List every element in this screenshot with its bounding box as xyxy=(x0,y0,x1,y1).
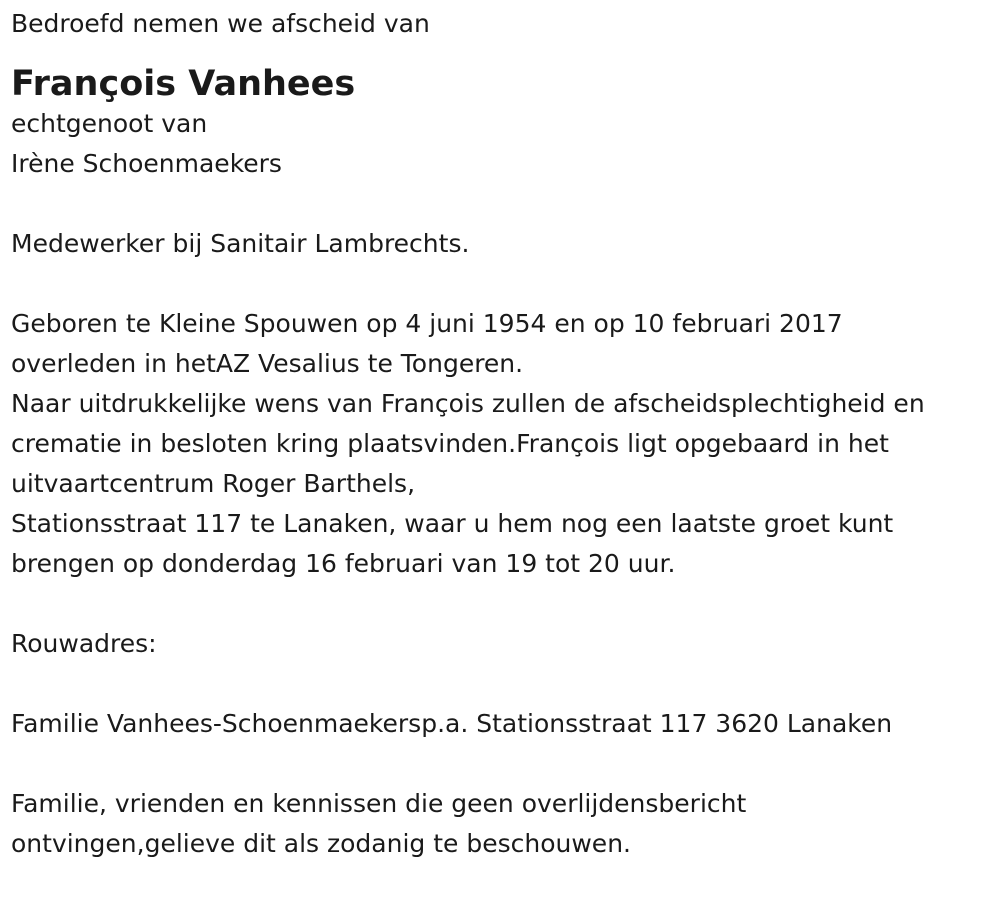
address-label: Rouwadres: xyxy=(11,629,157,658)
announcement-line: crematie in besloten kring plaatsvinden.François ligt opgebaard in het xyxy=(11,429,889,458)
announcement-line: brengen op donderdag 16 februari van 19 tot 20 uur. xyxy=(11,549,676,578)
deceased-name: François Vanhees xyxy=(11,64,356,104)
announcement-line: uitvaartcentrum Roger Barthels, xyxy=(11,469,416,498)
closing-line: ontvingen,gelieve dit als zodanig te beschouwen. xyxy=(11,829,631,858)
occupation-text: Medewerker bij Sanitair Lambrechts. xyxy=(11,229,470,258)
closing-paragraph xyxy=(11,784,991,864)
address-value: Familie Vanhees-Schoenmaekersp.a. Stationsstraat 117 3620 Lanaken xyxy=(11,709,893,738)
spacer xyxy=(11,744,991,784)
closing-line: Familie, vrienden en kennissen die geen overlijdensbericht xyxy=(11,789,747,818)
spacer xyxy=(11,584,991,624)
spacer xyxy=(11,264,991,304)
spacer xyxy=(11,664,991,704)
announcement-paragraph xyxy=(11,304,991,584)
announcement-line: Stationsstraat 117 te Lanaken, waar u hem nog een laatste groet kunt xyxy=(11,509,894,538)
spacer xyxy=(11,184,991,224)
spouse-name: Irène Schoenmaekers xyxy=(11,149,282,178)
announcement-line: Naar uitdrukkelijke wens van François zullen de afscheidsplechtigheid en xyxy=(11,389,925,418)
announcement-line: Geboren te Kleine Spouwen op 4 juni 1954 en op 10 februari 2017 xyxy=(11,309,843,338)
death-notice xyxy=(11,4,991,864)
intro-text: Bedroefd nemen we afscheid van xyxy=(11,9,430,38)
announcement-line: overleden in hetAZ Vesalius te Tongeren. xyxy=(11,349,524,378)
relation-label: echtgenoot van xyxy=(11,109,208,138)
